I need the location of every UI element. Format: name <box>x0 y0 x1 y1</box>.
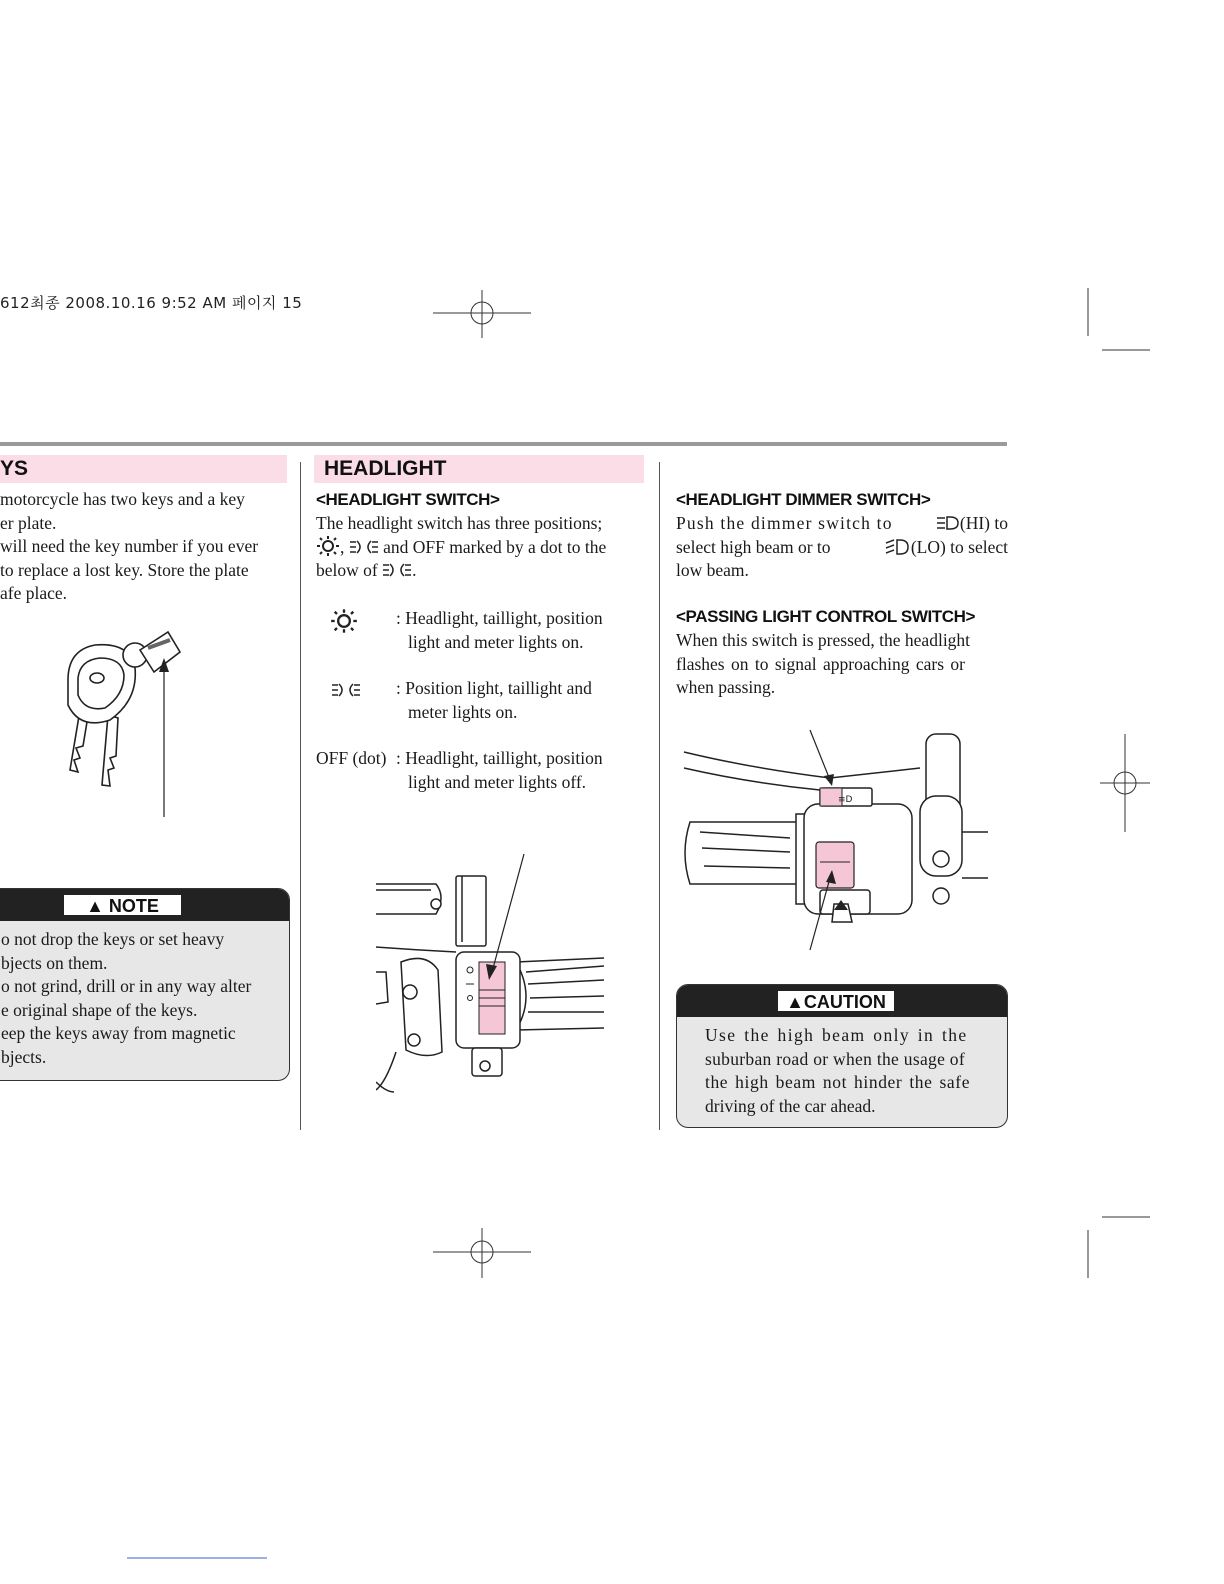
off-symbol: OFF (dot) <box>316 748 387 768</box>
headlight-title-text: HEADLIGHT <box>324 457 447 480</box>
passing-switch-heading: <PASSING LIGHT CONTROL SWITCH> <box>676 607 976 626</box>
text-line: meter lights on. <box>408 701 518 722</box>
position-description <box>396 677 650 724</box>
passing-description <box>676 629 1008 700</box>
dimmer-lo-group <box>885 536 1008 560</box>
headlight-intro <box>316 512 648 583</box>
text-line: flashes on to signal approaching cars or <box>676 653 966 674</box>
note-label <box>63 894 182 916</box>
svg-text:≡D: ≡D <box>838 795 853 805</box>
text-line: when passing. <box>676 677 776 697</box>
text-line: The headlight switch has three positions; <box>316 513 603 533</box>
text-line: : Headlight, taillight, position <box>396 608 603 628</box>
dimmer-hi-group <box>936 512 1008 536</box>
caution-line: driving of the car ahead. <box>705 1095 876 1116</box>
caution-label-text: CAUTION <box>803 992 886 1012</box>
text-line: motorcycle has two keys and a key <box>0 489 245 509</box>
intro-below-text: below of <box>316 560 378 580</box>
text-line: light and meter lights on. <box>408 631 584 652</box>
dimmer-switch-heading: <HEADLIGHT DIMMER SWITCH> <box>676 490 931 509</box>
note-line: bjects on them. <box>1 952 108 973</box>
warning-triangle-icon: ▲ <box>86 896 104 916</box>
caution-line: Use the high beam only in the <box>705 1025 968 1045</box>
text-line: light and meter lights off. <box>408 771 587 792</box>
text-line: to replace a lost key. Store the plate <box>0 559 249 580</box>
note-line: o not grind, drill or in any way alter <box>1 976 252 996</box>
note-line: e original shape of the keys. <box>1 999 198 1020</box>
registration-mark-right <box>1100 734 1150 832</box>
top-rule <box>0 442 1007 446</box>
dimmer-text-a: Push the dimmer switch to <box>676 513 893 533</box>
headlight-section-title <box>314 455 644 483</box>
note-line: eep the keys away from magnetic <box>1 1023 236 1043</box>
column-divider <box>659 462 660 1130</box>
note-box <box>0 888 290 1081</box>
text-line: afe place. <box>0 583 68 603</box>
text-line: below of . <box>316 560 417 580</box>
headlight-switch-illustration <box>376 852 608 1100</box>
caution-label <box>777 990 895 1012</box>
warning-triangle-icon: ▲ <box>786 992 804 1012</box>
caution-line: the high beam not hinder the safe <box>705 1072 971 1092</box>
text-line: When this switch is pressed, the headlight <box>676 630 971 650</box>
note-line: bjects. <box>1 1046 47 1067</box>
caution-header <box>677 985 1007 1017</box>
position-description <box>396 607 650 654</box>
print-header: 612최종 2008.10.16 9:52 AM 페이지 15 <box>0 294 303 312</box>
column-divider <box>300 462 301 1130</box>
dimmer-hi-text: (HI) to <box>959 513 1008 533</box>
position-description <box>396 747 650 794</box>
keys-illustration <box>50 620 190 830</box>
text-line: will need the key number if you ever <box>0 536 259 556</box>
keys-paragraph-1 <box>0 488 287 535</box>
keys-paragraph-2 <box>0 535 287 606</box>
text-line: : Headlight, taillight, position <box>396 748 603 768</box>
headlight-switch-heading: <HEADLIGHT SWITCH> <box>316 490 500 509</box>
position-light-icon <box>330 682 362 698</box>
headlight-on-icon <box>316 536 340 556</box>
caution-box <box>676 984 1008 1128</box>
low-beam-icon <box>885 538 911 556</box>
keys-title-text: YS <box>0 457 29 480</box>
text-line: er plate. <box>0 512 57 533</box>
position-light-icon <box>349 539 379 555</box>
high-beam-icon <box>936 515 960 531</box>
position-light-icon <box>382 562 412 578</box>
dimmer-text-b: select high beam or to <box>676 536 831 557</box>
text-line: : Position light, taillight and <box>396 678 592 698</box>
text-line: low beam. <box>676 560 749 580</box>
note-line: o not drop the keys or set heavy <box>1 929 225 949</box>
dimmer-switch-illustration <box>680 728 990 960</box>
registration-mark-bottom <box>433 1228 531 1278</box>
text-line <box>676 536 1008 560</box>
dimmer-lo-text: (LO) to select <box>910 536 1008 557</box>
note-header <box>0 889 289 921</box>
note-body <box>0 921 289 1069</box>
headlight-on-icon <box>330 609 358 633</box>
text-line <box>676 512 1008 536</box>
registration-mark-top <box>433 290 531 338</box>
dimmer-description <box>676 512 1008 583</box>
keys-section-title <box>0 455 287 483</box>
note-label-text: NOTE <box>108 896 159 916</box>
caution-line: suburban road or when the usage of <box>705 1048 965 1069</box>
text-line: , and OFF marked by a dot to the <box>316 536 648 560</box>
caution-body <box>677 1017 1007 1118</box>
intro-and-text: and OFF marked by a dot to the <box>383 536 607 557</box>
